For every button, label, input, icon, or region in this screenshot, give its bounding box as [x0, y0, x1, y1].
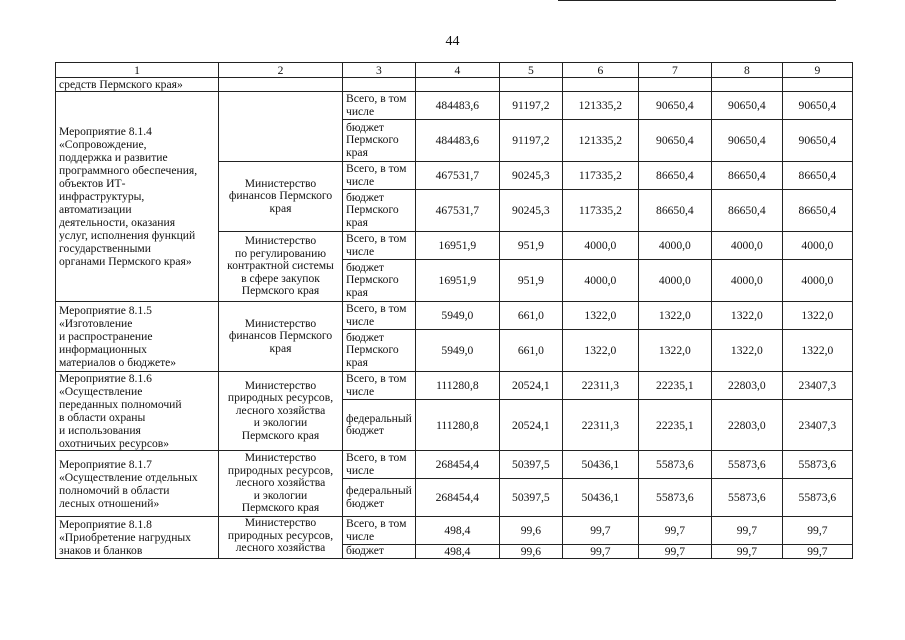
value-cell: 90650,4: [638, 120, 711, 162]
value-cell: 91197,2: [499, 120, 562, 162]
value-cell: 99,7: [638, 545, 711, 559]
value-cell: 23407,3: [782, 400, 852, 451]
value-cell: 661,0: [499, 302, 562, 330]
value-cell: 1322,0: [782, 330, 852, 372]
value-cell: 16951,9: [415, 232, 499, 260]
header-row: [56, 63, 853, 78]
value-cell: 90650,4: [711, 120, 782, 162]
value-cell: 99,7: [711, 545, 782, 559]
value-cell: 99,7: [638, 517, 711, 545]
value-cell: 22803,0: [711, 372, 782, 400]
value-cell: 1322,0: [562, 330, 638, 372]
activity-cell: Мероприятие 8.1.4 «Сопровождение, поддержка и развитие программного обеспечения, объектов ИТ- инфраструктуры, автоматизации деятельности, оказания услуг, исполнения функций государственными органами Пермского края»: [56, 92, 219, 302]
value-cell: 467531,7: [415, 162, 499, 190]
table-row: [56, 302, 853, 330]
ministry-cell: Министерство природных ресурсов, лесного хозяйства и экологии Пермского края: [219, 372, 343, 451]
col-header: 7: [638, 63, 711, 78]
source-cell: федеральный бюджет: [343, 400, 416, 451]
value-cell: 16951,9: [415, 260, 499, 302]
table-row: [56, 92, 853, 120]
activity-cell: Мероприятие 8.1.7 «Осуществление отдельных полномочий в области лесных отношений»: [56, 451, 219, 517]
value-cell: 90650,4: [638, 92, 711, 120]
value-cell: 22311,3: [562, 372, 638, 400]
source-cell: Всего, в том числе: [343, 232, 416, 260]
value-cell: 1322,0: [562, 302, 638, 330]
value-cell: 117335,2: [562, 162, 638, 190]
value-cell: 1322,0: [782, 302, 852, 330]
activity-cell: Мероприятие 8.1.5 «Изготовление и распространение информационных материалов о бюджете»: [56, 302, 219, 372]
value-cell: 86650,4: [711, 190, 782, 232]
source-cell: бюджет: [343, 545, 416, 559]
value-cell: 55873,6: [638, 451, 711, 479]
table-row: [56, 451, 853, 479]
budget-table: [55, 62, 853, 559]
value-cell: 50436,1: [562, 479, 638, 517]
col-header: 1: [56, 63, 219, 78]
value-cell: 99,7: [562, 545, 638, 559]
activity-cell: Мероприятие 8.1.6 «Осуществление переданных полномочий в области охраны и использования охотничьих ресурсов»: [56, 372, 219, 451]
value-cell: 91197,2: [499, 92, 562, 120]
source-cell: Всего, в том числе: [343, 517, 416, 545]
col-header: 9: [782, 63, 852, 78]
source-cell: бюджет Пермского края: [343, 120, 416, 162]
value-cell: 484483,6: [415, 120, 499, 162]
ministry-cell: Министерство природных ресурсов, лесного хозяйства: [219, 517, 343, 559]
table-row: [56, 517, 853, 545]
value-cell: 99,6: [499, 545, 562, 559]
value-cell: 1322,0: [711, 302, 782, 330]
ministry-cell: Министерство финансов Пермского края: [219, 162, 343, 232]
value-cell: 951,9: [499, 260, 562, 302]
table-row: [56, 78, 853, 92]
value-cell: 55873,6: [711, 479, 782, 517]
col-header: 5: [499, 63, 562, 78]
value-cell: 99,7: [711, 517, 782, 545]
value-cell: 86650,4: [782, 190, 852, 232]
value-cell: 5949,0: [415, 302, 499, 330]
page-number: 44: [445, 34, 460, 49]
value-cell: 4000,0: [638, 260, 711, 302]
value-cell: 111280,8: [415, 400, 499, 451]
value-cell: 121335,2: [562, 92, 638, 120]
value-cell: 22235,1: [638, 372, 711, 400]
source-cell: бюджет Пермского края: [343, 260, 416, 302]
value-cell: 5949,0: [415, 330, 499, 372]
value-cell: 55873,6: [782, 479, 852, 517]
col-header: 6: [562, 63, 638, 78]
value-cell: 4000,0: [782, 260, 852, 302]
value-cell: 55873,6: [782, 451, 852, 479]
value-cell: 86650,4: [638, 190, 711, 232]
value-cell: 86650,4: [711, 162, 782, 190]
col-header: 4: [415, 63, 499, 78]
value-cell: 20524,1: [499, 400, 562, 451]
value-cell: 121335,2: [562, 120, 638, 162]
value-cell: 20524,1: [499, 372, 562, 400]
value-cell: 661,0: [499, 330, 562, 372]
value-cell: 90650,4: [782, 120, 852, 162]
value-cell: 117335,2: [562, 190, 638, 232]
source-cell: федеральный бюджет: [343, 479, 416, 517]
value-cell: 498,4: [415, 517, 499, 545]
value-cell: 50397,5: [499, 451, 562, 479]
value-cell: 4000,0: [562, 232, 638, 260]
source-cell: Всего, в том числе: [343, 302, 416, 330]
table-row: [56, 372, 853, 400]
value-cell: 1322,0: [638, 330, 711, 372]
value-cell: 268454,4: [415, 479, 499, 517]
value-cell: 1322,0: [638, 302, 711, 330]
value-cell: 498,4: [415, 545, 499, 559]
value-cell: 99,7: [782, 545, 852, 559]
source-cell: Всего, в том числе: [343, 162, 416, 190]
value-cell: 55873,6: [638, 479, 711, 517]
value-cell: 1322,0: [711, 330, 782, 372]
col-header: 3: [343, 63, 416, 78]
value-cell: 4000,0: [638, 232, 711, 260]
source-cell: Всего, в том числе: [343, 451, 416, 479]
value-cell: 484483,6: [415, 92, 499, 120]
value-cell: 90245,3: [499, 190, 562, 232]
value-cell: 22235,1: [638, 400, 711, 451]
value-cell: 86650,4: [782, 162, 852, 190]
source-cell: Всего, в том числе: [343, 372, 416, 400]
value-cell: 4000,0: [711, 260, 782, 302]
activity-continuation: средств Пермского края»: [56, 78, 219, 92]
ministry-cell: [219, 92, 343, 162]
value-cell: 90650,4: [711, 92, 782, 120]
top-rule: [558, 0, 836, 1]
value-cell: 50397,5: [499, 479, 562, 517]
value-cell: 99,7: [782, 517, 852, 545]
value-cell: 111280,8: [415, 372, 499, 400]
value-cell: 23407,3: [782, 372, 852, 400]
ministry-cell: Министерство финансов Пермского края: [219, 302, 343, 372]
value-cell: 467531,7: [415, 190, 499, 232]
value-cell: 99,6: [499, 517, 562, 545]
col-header: 2: [219, 63, 343, 78]
value-cell: 4000,0: [711, 232, 782, 260]
value-cell: 90245,3: [499, 162, 562, 190]
ministry-cell: Министерство по регулированию контрактной системы в сфере закупок Пермского края: [219, 232, 343, 302]
value-cell: 99,7: [562, 517, 638, 545]
value-cell: 268454,4: [415, 451, 499, 479]
value-cell: 22311,3: [562, 400, 638, 451]
value-cell: 90650,4: [782, 92, 852, 120]
value-cell: 22803,0: [711, 400, 782, 451]
source-cell: Всего, в том числе: [343, 92, 416, 120]
activity-cell: Мероприятие 8.1.8 «Приобретение нагрудных знаков и бланков: [56, 517, 219, 559]
value-cell: 50436,1: [562, 451, 638, 479]
value-cell: 951,9: [499, 232, 562, 260]
value-cell: 4000,0: [782, 232, 852, 260]
value-cell: 4000,0: [562, 260, 638, 302]
value-cell: 86650,4: [638, 162, 711, 190]
ministry-cell: Министерство природных ресурсов, лесного хозяйства и экологии Пермского края: [219, 451, 343, 517]
col-header: 8: [711, 63, 782, 78]
source-cell: бюджет Пермского края: [343, 330, 416, 372]
source-cell: бюджет Пермского края: [343, 190, 416, 232]
value-cell: 55873,6: [711, 451, 782, 479]
